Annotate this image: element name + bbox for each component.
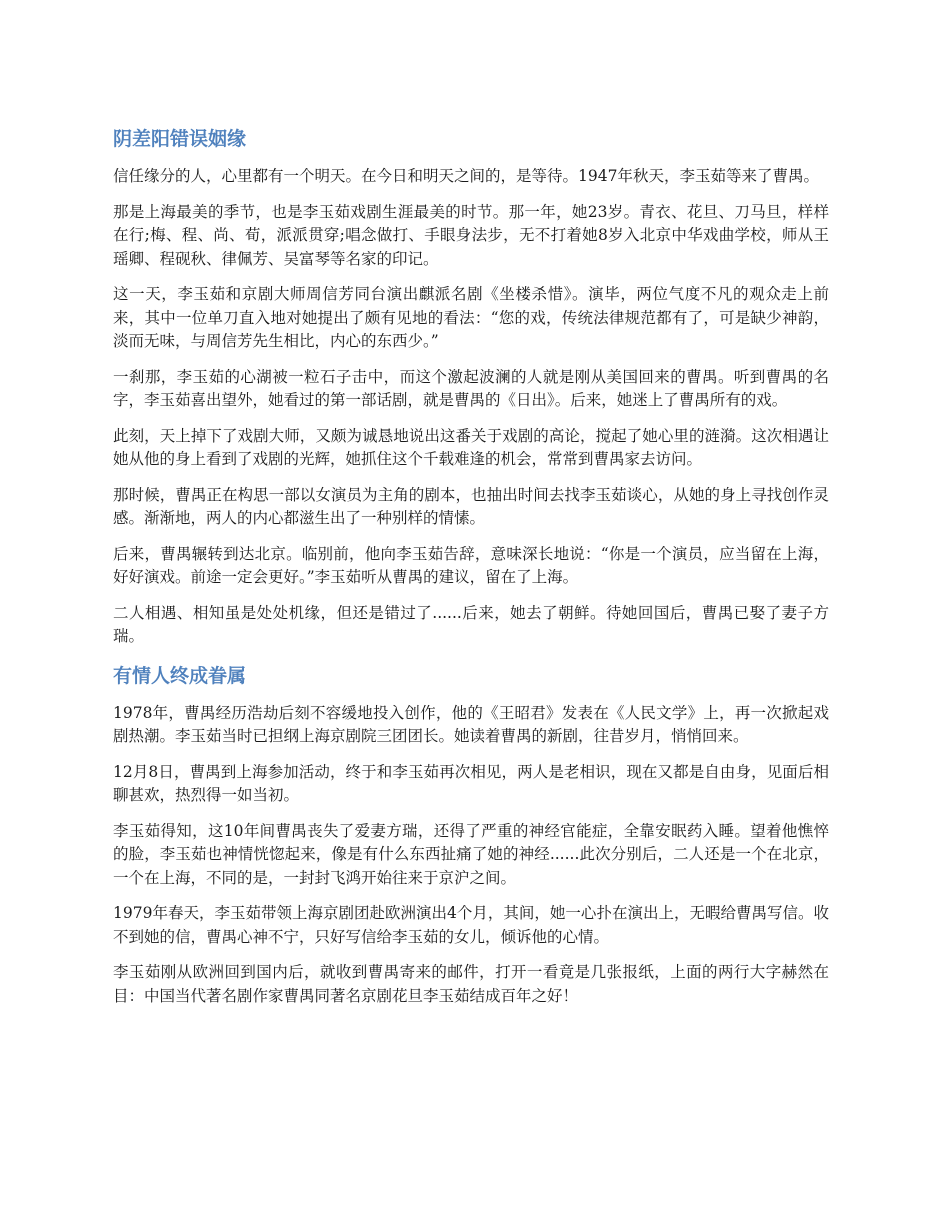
paragraph: 信任缘分的人，心里都有一个明天。在今日和明天之间的，是等待。1947年秋天，李玉茹等来了曹禺。 <box>113 167 819 185</box>
paragraph: 1979年春天，李玉茹带领上海京剧团赴欧洲演出4个月，其间，她一心扑在演出上，无暇给曹禺写信。收不到她的信，曹禺心神不宁，只好写信给李玉茹的女儿，倾诉他的心情。 <box>113 904 829 946</box>
paragraph: 李玉茹刚从欧洲回到国内后，就收到曹禺寄来的邮件，打开一看竟是几张报纸，上面的两行大字赫然在目：中国当代著名剧作家曹禺同著名京剧花旦李玉茹结成百年之好！ <box>113 963 829 1005</box>
paragraph: 此刻，天上掉下了戏剧大师，又颇为诚恳地说出这番关于戏剧的高论，搅起了她心里的涟漪。这次相遇让她从他的身上看到了戏剧的光辉，她抓住这个千载难逢的机会，常常到曹禺家去访问。 <box>113 426 829 468</box>
section-mismatched-marriage <box>113 124 829 649</box>
paragraph: 李玉茹得知，这10年间曹禺丧失了爱妻方瑞，还得了严重的神经官能症，全靠安眠药入睡。望着他憔悴的脸，李玉茹也神情恍惚起来，像是有什么东西扯痛了她的神经......此次分别后，二人还是一个在北京，一个在上海，不同的是，一封封飞鸿开始往来于京沪之间。 <box>113 821 829 887</box>
paragraph: 12月8日，曹禺到上海参加活动，终于和李玉茹再次相见，两人是老相识，现在又都是自由身，见面后相聊甚欢，热烈得一如当初。 <box>113 762 829 804</box>
section-lovers-united <box>113 661 829 1009</box>
paragraph: 1978年，曹禺经历浩劫后刻不容缓地投入创作，他的《王昭君》发表在《人民文学》上，再一次掀起戏剧热潮。李玉茹当时已担纲上海京剧院三团团长。她读着曹禺的新剧，往昔岁月，悄悄回来。 <box>113 703 829 745</box>
paragraph: 那是上海最美的季节，也是李玉茹戏剧生涯最美的时节。那一年，她23岁。青衣、花旦、刀马旦，样样在行;梅、程、尚、荀，派派贯穿;唱念做打、手眼身法步，无不打着她8岁入北京中华戏曲学校，师从王瑶卿、程砚秋、律佩芳、吴富琴等名家的印记。 <box>113 202 829 268</box>
paragraph: 后来，曹禺辗转到达北京。临别前，他向李玉茹告辞，意味深长地说：“你是一个演员，应当留在上海，好好演戏。前途一定会更好。”李玉茹听从曹禺的建议，留在了上海。 <box>113 544 829 586</box>
section-heading: 阴差阳错误姻缘 <box>113 128 247 150</box>
paragraph: 二人相遇、相知虽是处处机缘，但还是错过了......后来，她去了朝鲜。待她回国后，曹禺已娶了妻子方瑞。 <box>113 603 829 645</box>
paragraph: 那时候，曹禺正在构思一部以女演员为主角的剧本，也抽出时间去找李玉茹谈心，从她的身上寻找创作灵感。渐渐地，两人的内心都滋生出了一种别样的情愫。 <box>113 485 829 527</box>
document-page <box>113 124 829 1020</box>
paragraph: 这一天，李玉茹和京剧大师周信芳同台演出麒派名剧《坐楼杀惜》。演毕，两位气度不凡的观众走上前来，其中一位单刀直入地对她提出了颇有见地的看法：“您的戏，传统法律规范都有了，可是缺少神韵，淡而无味，与周信芳先生相比，内心的东西少。” <box>113 285 829 350</box>
section-heading: 有情人终成眷属 <box>113 664 247 687</box>
paragraph: 一刹那，李玉茹的心湖被一粒石子击中，而这个激起波澜的人就是刚从美国回来的曹禺。听到曹禺的名字，李玉茹喜出望外，她看过的第一部话剧，就是曹禺的《日出》。后来，她迷上了曹禺所有的戏。 <box>113 367 829 409</box>
